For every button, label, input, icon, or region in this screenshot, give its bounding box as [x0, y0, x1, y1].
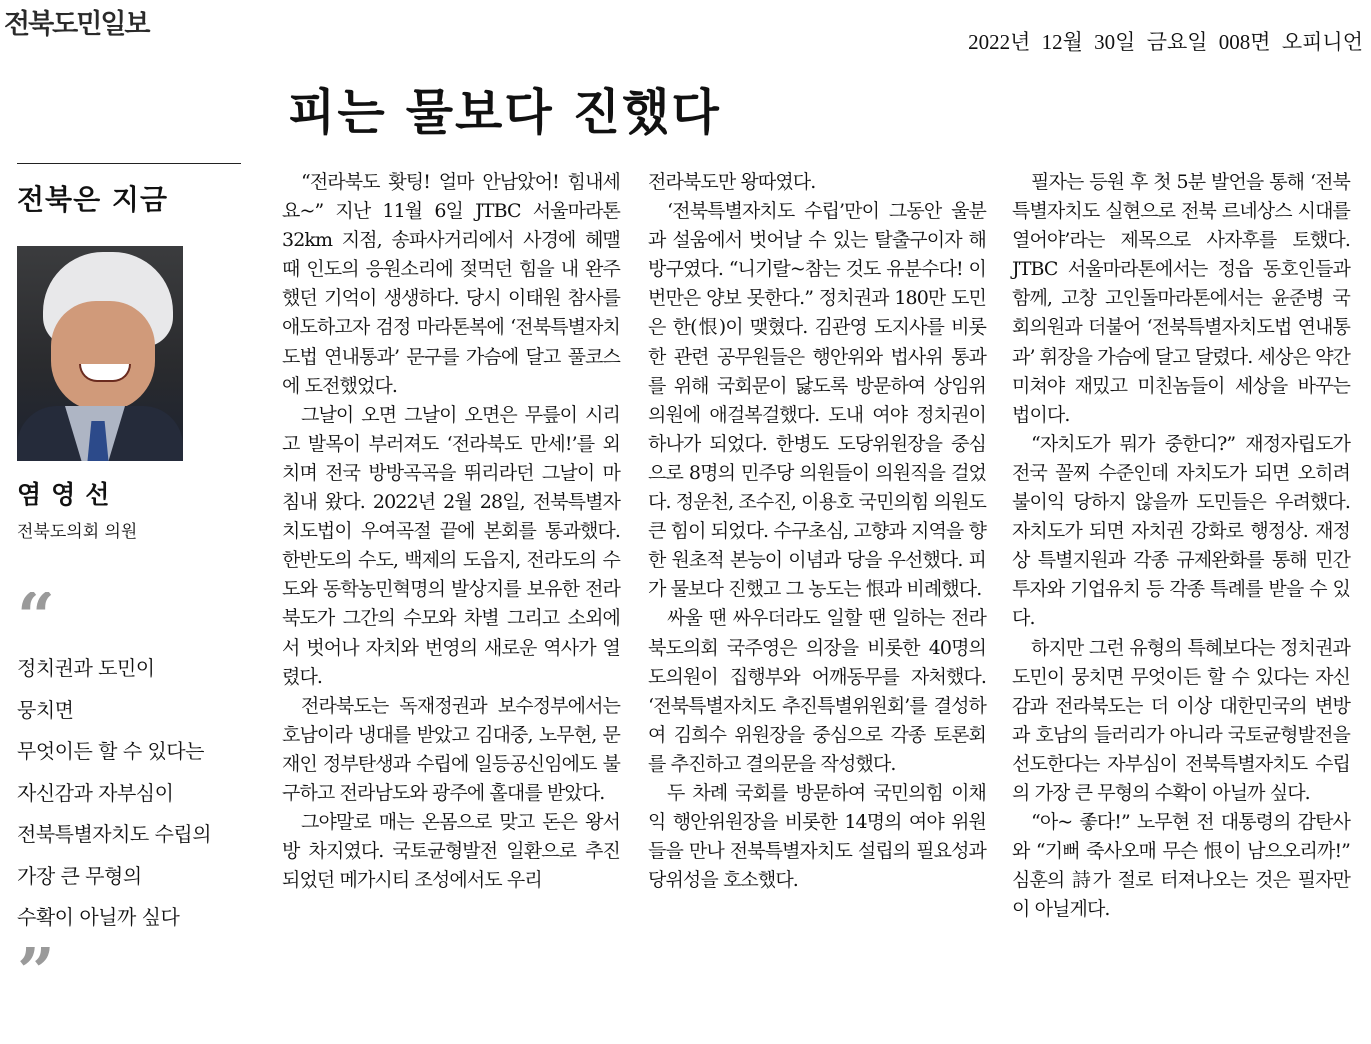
open-quote-icon: “	[17, 592, 55, 638]
article-column-2	[648, 168, 986, 895]
author-role: 전북도의회 의원	[17, 522, 138, 542]
article-paragraph: 그야말로 매는 온몸으로 맞고 돈은 왕서방 차지였다. 국토균형발전 일환으로 추진되었던 메가시티 조성에서도 우리	[282, 811, 620, 892]
article-column-3	[1012, 168, 1350, 924]
pullquote-line: 전북특별자치도 수립의	[17, 822, 212, 846]
author-name: 염영선	[17, 480, 120, 509]
author-sidebar	[17, 163, 241, 993]
headline: 피는 물보다 진했다	[288, 84, 721, 141]
article-paragraph: “전라북도 홧팅! 얼마 안남았어! 힘내세요~” 지난 11월 6일 JTBC 서울마라톤 32km 지점, 송파사거리에서 사경에 헤맬 때 인도의 응원소리에 젖먹던 힘을 내 완주했던 기억이 생생하다. 당시 이태원 참사를 애도하고자 검정 마라톤복에 ‘전북특별자치도법 연내통과’ 문구를 가슴에 달고 풀코스에 도전했었다.	[282, 171, 620, 397]
article-column-1	[282, 168, 620, 895]
article-paragraph: “아~ 좋다!” 노무현 전 대통령의 감탄사와 “기뻐 죽사오매 무슨 恨이 남으오리까!” 심훈의 詩가 절로 터져나오는 것은 필자만이 아닐게다.	[1012, 811, 1350, 921]
author-photo	[17, 246, 183, 461]
pullquote-line: 가장 큰 무형의	[17, 863, 142, 888]
newspaper-masthead: 전북도민일보	[4, 9, 149, 40]
article-paragraph: 하지만 그런 유형의 특혜보다는 정치권과 도민이 뭉치면 무엇이든 할 수 있다는 자신감과 전라북도는 더 이상 대한민국의 변방과 호남의 들러리가 아니라 국토균형발전을 선도한다는 자부심이 전북특별자치도 수립의 가장 큰 무형의 수확이 아닐까 싶다.	[1012, 636, 1350, 804]
pullquote	[17, 648, 241, 939]
pullquote-line: 정치권과 도민이	[17, 656, 155, 680]
article-paragraph: 그날이 오면 그날이 오면은 무릎이 시리고 발목이 부러져도 ‘전라북도 만세!’를 외치며 전국 방방곡곡을 뛰리라던 그날이 마침내 왔다. 2022년 2월 28일, 전북특별자치도법이 우여곡절 끝에 본회를 통과했다. 한반도의 수도, 백제의 도읍지, 전라도의 수도와 동학농민혁명의 발상지를 보유한 전라북도가 그간의 수모와 차별 그리고 소외에서 벗어나 자치와 번영의 새로운 역사가 열렸다.	[282, 403, 620, 688]
article-paragraph: 전라북도는 독재정권과 보수정부에서는 호남이라 냉대를 받았고 김대중, 노무현, 문재인 정부탄생과 수립에 일등공신임에도 불구하고 전라남도와 광주에 홀대를 받았다.	[282, 694, 620, 804]
article-paragraph: 필자는 등원 후 첫 5분 발언을 통해 ‘전북특별자치도 실현으로 전북 르네상스 시대를 열어야’라는 제목으로 사자후를 토했다. JTBC 서울마라톤에서는 정읍 동호인들과 함께, 고창 고인돌마라톤에서는 윤준병 국회의원과 더불어 ‘전북특별자치도법 연내통과’ 휘장을 가슴에 달고 달렸다. 세상은 약간 미쳐야 재밌고 미친놈들이 세상을 바꾸는 법이다.	[1012, 171, 1350, 426]
pullquote-line: 수확이 아닐까 싶다	[17, 905, 180, 929]
article-paragraph: ‘전북특별자치도 수립’만이 그동안 울분과 설움에서 벗어날 수 있는 탈출구이자 해방구였다. “니기랄~참는 것도 유분수다! 이번만은 양보 못한다.” 정치권과 180만 도민은 한(恨)이 맺혔다. 김관영 도지사를 비롯한 관련 공무원들은 행안위와 법사위 통과를 위해 국회문이 닳도록 방문하여 상임위 의원에 애걸복걸했다. 도내 여야 정치권이 하나가 되었다. 한병도 도당위원장을 중심으로 8명의 민주당 의원들이 의원직을 걸었다. 정운천, 조수진, 이용호 국민의힘 의원도 큰 힘이 되었다. 수구초심, 고향과 지역을 향한 원초적 본능이 이념과 당을 우선했다. 피가 물보다 진했고 그 농도는 恨과 비례했다.	[648, 200, 986, 601]
close-quote-icon: ”	[17, 946, 55, 993]
section-rule	[17, 163, 241, 164]
pullquote-line: 무엇이든 할 수 있다는	[17, 739, 204, 763]
dateline: 2022년 12월 30일 금요일 008면 오피니언	[968, 30, 1363, 54]
article-paragraph: 싸울 땐 싸우더라도 일할 땐 일하는 전라북도의회 국주영은 의장을 비롯한 40명의 도의원이 집행부와 어깨동무를 자처했다. ‘전북특별자치도 추진특별위원회’를 결성하여 김희수 위원장을 중심으로 각종 토론회를 추진하고 결의문을 작성했다.	[648, 607, 986, 775]
section-title: 전북은 지금	[17, 183, 168, 216]
article-paragraph: 두 차례 국회를 방문하여 국민의힘 이채익 행안위원장을 비롯한 14명의 여야 위원들을 만나 전북특별자치도 설립의 필요성과 당위성을 호소했다.	[648, 781, 986, 892]
article-paragraph: 전라북도만 왕따였다.	[648, 171, 816, 193]
pullquote-line: 자신감과 자부심이	[17, 780, 174, 805]
article-paragraph: “자치도가 뭐가 중한디?” 재정자립도가 전국 꼴찌 수준인데 자치도가 되면 오히려 불이익 당하지 않을까 도민들은 우려했다. 자치도가 되면 자치권 강화로 행정상. 재정상 특별지원과 각종 규제완화를 통해 민간투자와 기업유치 등 각종 특례를 받을 수 있다.	[1012, 432, 1350, 630]
pullquote-line: 뭉치면	[17, 697, 74, 722]
